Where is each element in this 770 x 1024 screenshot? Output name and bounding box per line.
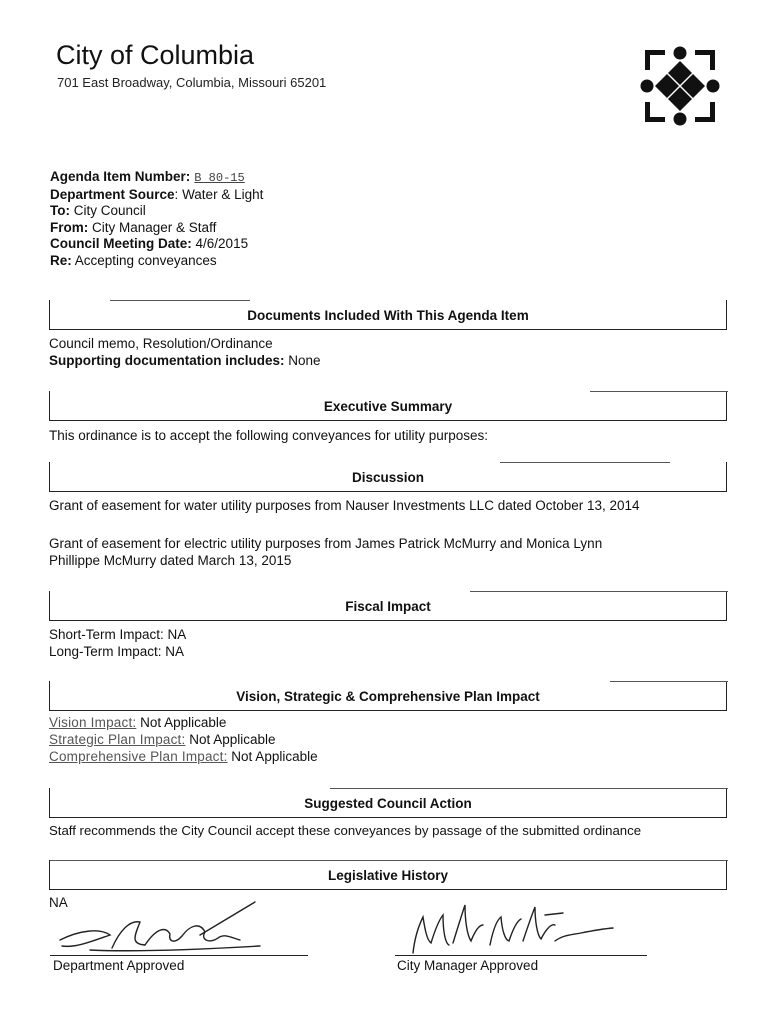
vision-impact-body — [49, 714, 318, 765]
legislative-history-header — [49, 860, 727, 890]
discussion-header — [49, 462, 727, 492]
meeting-date-value: 4/6/2015 — [195, 236, 249, 251]
fiscal-impact-body — [49, 626, 186, 660]
executive-summary-text: This ordinance is to accept the following conveyances for utility purposes: — [49, 428, 488, 443]
department-approved-caption: Department Approved — [53, 958, 185, 973]
strategic-impact-row — [49, 731, 318, 748]
comprehensive-impact-value: Not Applicable — [231, 749, 318, 764]
section-title: Legislative History — [327, 868, 449, 883]
short-term-impact: Short-Term Impact: NA — [49, 627, 187, 642]
vision-impact-row — [49, 714, 318, 731]
from-value: City Manager & Staff — [92, 219, 217, 235]
council-action-header — [49, 788, 727, 818]
section-title: Documents Included With This Agenda Item — [247, 308, 529, 323]
meeting-date-label: Council Meeting Date: — [50, 236, 192, 251]
fiscal-impact-header — [49, 591, 727, 621]
discussion-para-1: Grant of easement for water utility purposes from Nauser Investments LLC dated October 13, 2014 — [49, 498, 640, 513]
city-name: City of Columbia — [56, 40, 255, 70]
city-manager-approved-caption: City Manager Approved — [397, 958, 539, 973]
agenda-item-value: B 80-15 — [194, 171, 245, 185]
meeting-date-row — [50, 236, 263, 253]
agenda-meta — [50, 169, 263, 269]
department-value: Water & Light — [182, 186, 264, 202]
documents-line: Council memo, Resolution/Ordinance — [49, 336, 273, 351]
from-label: From: — [50, 219, 89, 235]
comprehensive-impact-row — [49, 748, 318, 765]
section-title: Fiscal Impact — [345, 599, 431, 614]
city-seal-icon — [640, 45, 720, 127]
documents-body — [49, 335, 321, 369]
agenda-item-row — [50, 169, 263, 187]
department-signature — [50, 900, 280, 960]
department-row: Department Source: Water & Light — [50, 186, 264, 202]
executive-summary-header — [49, 391, 727, 421]
re-value: Accepting conveyances — [74, 252, 217, 268]
supporting-docs-row — [49, 352, 321, 369]
long-term-impact: Long-Term Impact: NA — [49, 644, 185, 659]
section-title: Vision, Strategic & Comprehensive Plan Impact — [236, 689, 540, 704]
comprehensive-impact-label: Comprehensive Plan Impact: — [49, 749, 228, 764]
agenda-item-label: Agenda Item Number: — [50, 169, 191, 184]
strategic-impact-value: Not Applicable — [189, 732, 276, 747]
city-address: 701 East Broadway, Columbia, Missouri 65201 — [57, 75, 327, 90]
city-manager-signature — [395, 895, 625, 960]
section-title: Suggested Council Action — [304, 796, 472, 811]
council-action-text: Staff recommends the City Council accept these conveyances by passage of the submitted ordinance — [49, 823, 642, 838]
to-row — [50, 203, 263, 220]
strategic-impact-label: Strategic Plan Impact: — [49, 732, 186, 747]
discussion-para-2 — [49, 535, 602, 569]
department-label: Department Source — [50, 186, 175, 202]
from-row — [50, 220, 263, 237]
supporting-docs-label: Supporting documentation includes: — [49, 353, 285, 368]
to-label: To: — [50, 203, 70, 218]
re-row — [50, 253, 263, 270]
section-title: Executive Summary — [323, 399, 453, 414]
legislative-history-text: NA — [49, 895, 68, 910]
vision-impact-value: Not Applicable — [140, 715, 227, 730]
re-label: Re: — [50, 252, 72, 268]
vision-impact-header — [49, 681, 727, 711]
supporting-docs-value: None — [288, 353, 321, 368]
discussion-para-2-line-1: Grant of easement for electric utility purposes from James Patrick McMurry and Monica Lynn — [49, 536, 603, 551]
documents-section-header — [49, 300, 727, 330]
section-title: Discussion — [351, 470, 425, 485]
vision-impact-label: Vision Impact: — [49, 715, 137, 730]
to-value: City Council — [73, 203, 146, 218]
discussion-para-2-line-2: Phillippe McMurry dated March 13, 2015 — [49, 553, 292, 568]
